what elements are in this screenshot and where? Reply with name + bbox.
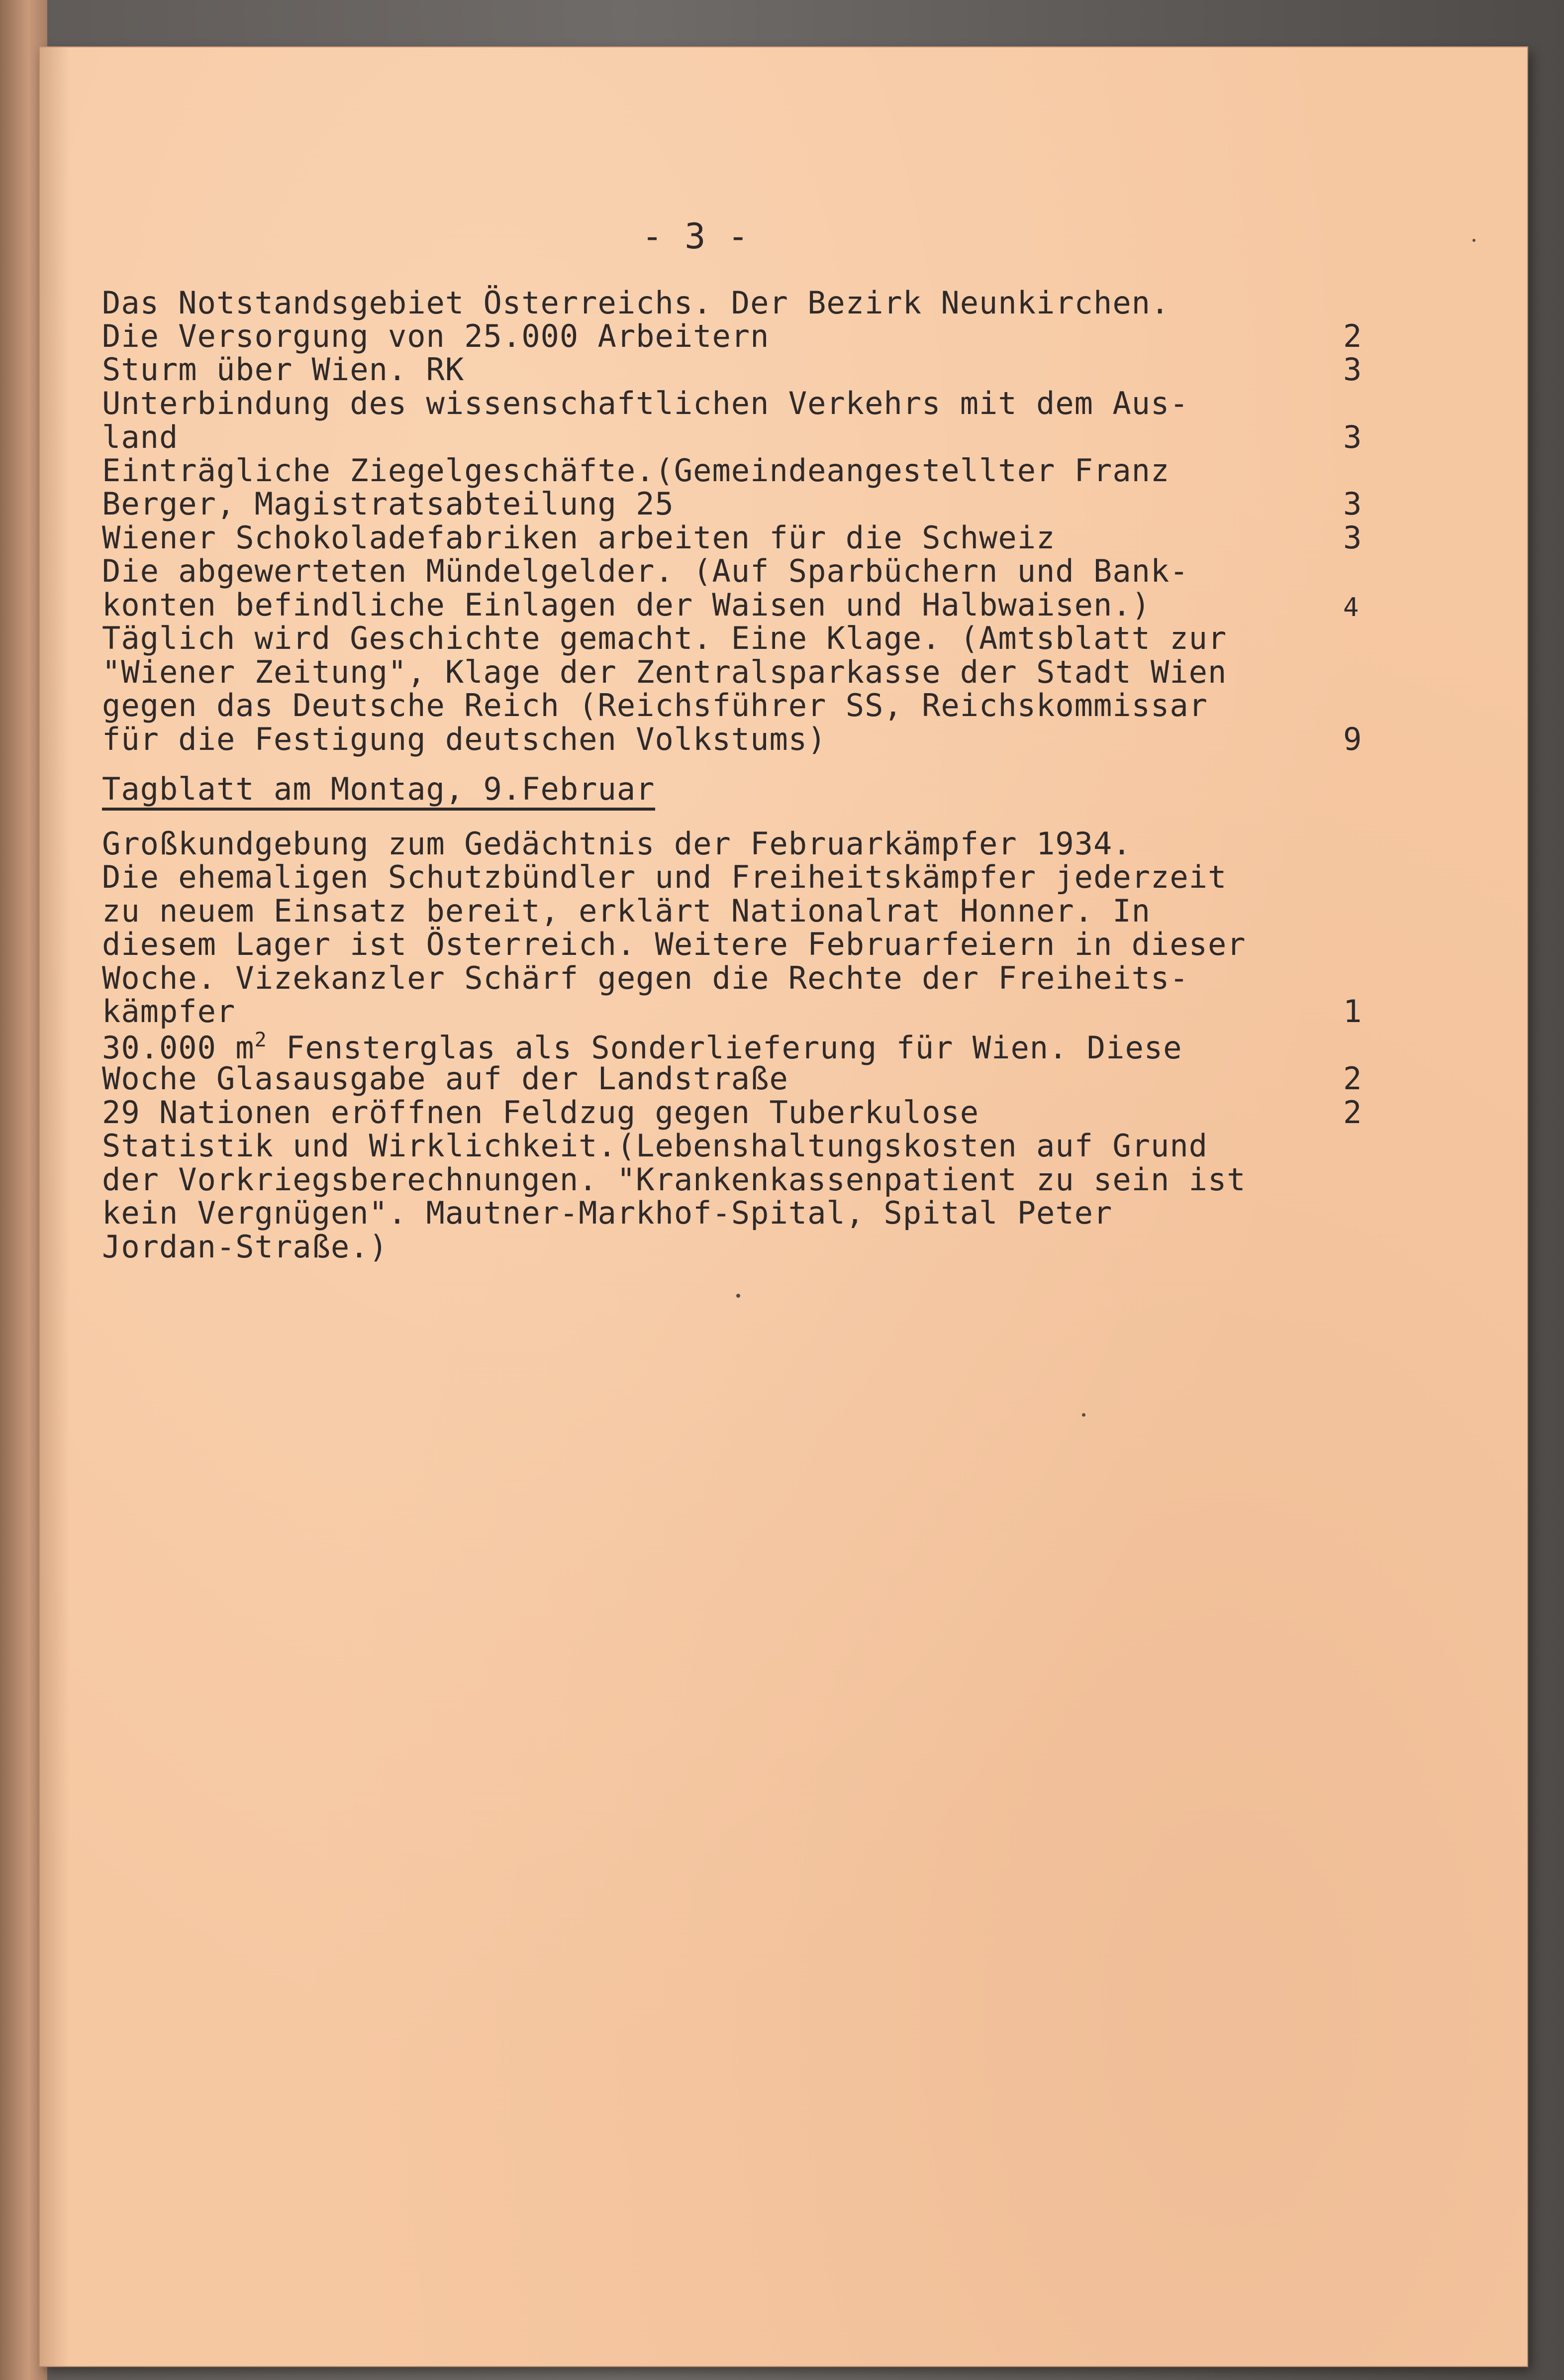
- entry-line: Die abgewerteten Mündelgelder. (Auf Sparbüchern und Bank-: [102, 553, 1189, 589]
- page-reference: 3: [1343, 486, 1362, 522]
- section-heading: Tagblatt am Montag, 9.Februar: [102, 774, 655, 811]
- entry-line: Die Versorgung von 25.000 Arbeitern: [102, 318, 770, 354]
- entry-line: Sturm über Wien. RK: [102, 351, 465, 388]
- page-reference: 3: [1343, 519, 1362, 556]
- entry-line: der Vorkriegsberechnungen. "Krankenkassenpatient zu sein ist: [102, 1161, 1246, 1198]
- entry-text: 30.000 m: [102, 1030, 255, 1066]
- page-reference: 3: [1343, 351, 1362, 388]
- page-reference: 1: [1343, 993, 1362, 1030]
- entry-line: Wiener Schokoladefabriken arbeiten für die Schweiz: [102, 519, 1056, 556]
- ink-speck: [1082, 1413, 1085, 1417]
- entry-line: kämpfer: [102, 993, 236, 1030]
- page-reference: 2: [1343, 1060, 1362, 1097]
- entry-line: "Wiener Zeitung", Klage der Zentralsparkasse der Stadt Wien: [102, 654, 1227, 690]
- page-number: - 3 -: [642, 216, 749, 257]
- superscript: 2: [254, 1029, 267, 1051]
- entry-line: 29 Nationen eröffnen Feldzug gegen Tuberkulose: [102, 1094, 979, 1131]
- entry-text: Fensterglas als Sonderlieferung für Wien. Diese: [267, 1030, 1182, 1066]
- entry-line: zu neuem Einsatz bereit, erklärt Nationalrat Honner. In: [102, 893, 1151, 929]
- entry-line: Täglich wird Geschichte gemacht. Eine Klage. (Amtsblatt zur: [102, 620, 1227, 656]
- entry-line: Einträgliche Ziegelgeschäfte.(Gemeindeangestellter Franz: [102, 452, 1170, 489]
- page-reference: 4: [1343, 593, 1359, 622]
- entry-line: gegen das Deutsche Reich (Reichsführer SS, Reichskommissar: [102, 687, 1208, 724]
- page-reference: 9: [1343, 721, 1362, 757]
- ink-speck: [1472, 239, 1475, 242]
- entry-line: Berger, Magistratsabteilung 25: [102, 486, 674, 522]
- entry-line: land: [102, 419, 179, 455]
- entry-line: kein Vergnügen". Mautner-Markhof-Spital, Spital Peter: [102, 1195, 1113, 1231]
- entry-line: diesem Lager ist Österreich. Weitere Februarfeiern in dieser: [102, 926, 1246, 962]
- entry-line: Die ehemaligen Schutzbündler und Freiheitskämpfer jederzeit: [102, 859, 1227, 895]
- page-reference: 2: [1343, 1094, 1362, 1131]
- entry-line: Das Notstandsgebiet Österreichs. Der Bezirk Neunkirchen.: [102, 285, 1170, 321]
- page-reference: 3: [1343, 419, 1362, 455]
- entry-line: konten befindliche Einlagen der Waisen und Halbwaisen.): [102, 587, 1151, 623]
- page-binding-shadow: [40, 47, 70, 2366]
- ink-speck: [736, 1294, 740, 1298]
- entry-line: [102, 1029, 1182, 1066]
- entry-line: Woche. Vizekanzler Schärf gegen die Rechte der Freiheits-: [102, 960, 1189, 996]
- entry-line: Jordan-Straße.): [102, 1229, 388, 1265]
- page-reference: 2: [1343, 318, 1362, 354]
- entry-line: Großkundgebung zum Gedächtnis der Februarkämpfer 1934.: [102, 826, 1132, 862]
- entry-line: Statistik und Wirklichkeit.(Lebenshaltungskosten auf Grund: [102, 1128, 1208, 1164]
- entry-line: für die Festigung deutschen Volkstums): [102, 721, 827, 757]
- entry-line: Woche Glasausgabe auf der Landstraße: [102, 1060, 788, 1097]
- entry-line: Unterbindung des wissenschaftlichen Verkehrs mit dem Aus-: [102, 385, 1189, 421]
